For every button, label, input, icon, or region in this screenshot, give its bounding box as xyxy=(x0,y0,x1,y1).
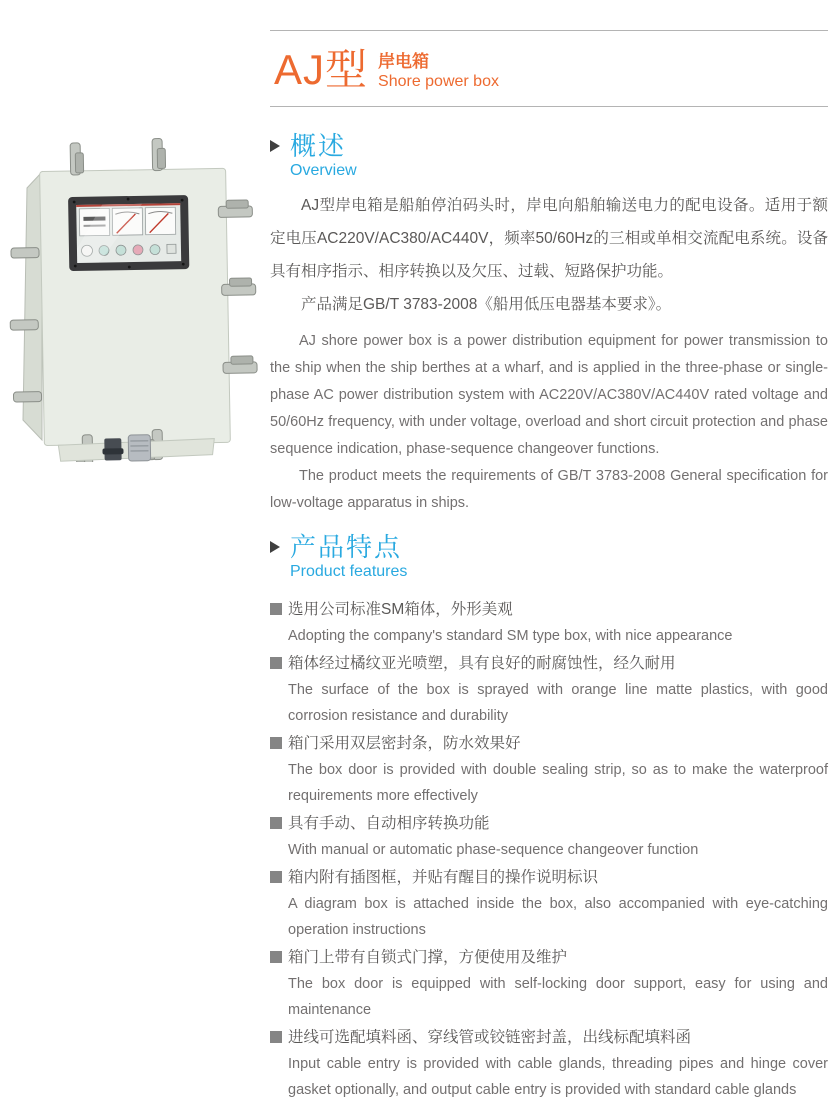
feature-title-zh-text: 选用公司标准SM箱体，外形美观 xyxy=(288,601,513,618)
meter-window xyxy=(68,195,189,271)
overview-paragraph-en: AJ shore power box is a power distribution equipment for power transmission to the ship when the ship berthes at a wharf, and is applied in the three-phase or single-phase AC power distribution system with AC220V/AC380V/AC440V rated voltage and 50/60Hz frequency, with under voltage, overload and short circuit protection and phase sequence indication, phase-sequence changeover functions. xyxy=(270,333,828,457)
features-heading xyxy=(270,532,828,582)
feature-title-zh-text: 具有手动、自动相序转换功能 xyxy=(288,815,490,832)
feature-description-en: The box door is equipped with self-locking door support, easy for using and maintenance xyxy=(288,976,828,1018)
box-front xyxy=(7,138,259,462)
feature-title-zh xyxy=(270,944,828,971)
feature-title-zh-text: 进线可选配填料函、穿线管或铰链密封盖，出线标配填料函 xyxy=(288,1029,692,1046)
section-marker-icon xyxy=(270,140,280,152)
overview-paragraph-zh: AJ型岸电箱是船舶停泊码头时，岸电向船舶输送电力的配电设备。适用于额定电压AC220V/AC380/AC440V，频率50/60Hz的三相或单相交流配电系统。设备具有相序指示、相序转换以及欠压、过载、短路保护功能。 xyxy=(270,197,828,280)
overview-standard-zh: 产品满足GB/T 3783-2008《船用低压电器基本要求》。 xyxy=(301,296,672,313)
product-name xyxy=(378,52,499,94)
product-name-en: Shore power box xyxy=(378,73,499,90)
feature-description-en: Input cable entry is provided with cable glands, threading pipes and hinge cover gasket optionally, and output cable entry is provided with standard cable glands xyxy=(288,1056,828,1098)
feature-title-zh-text: 箱门上带有自锁式门撑，方便使用及维护 xyxy=(288,949,568,966)
page-title xyxy=(274,46,499,94)
feature-list xyxy=(270,596,828,1103)
feature-title-zh xyxy=(270,730,828,757)
feature-bullet-icon xyxy=(270,737,282,749)
feature-bullet-icon xyxy=(270,817,282,829)
overview-heading-zh: 概述 xyxy=(290,131,347,161)
overview-section xyxy=(270,131,828,517)
feature-description-en: The surface of the box is sprayed with orange line matte plastics, with good corrosion resistance and durability xyxy=(288,682,828,724)
feature-description-en: A diagram box is attached inside the box, also accompanied with eye-catching operation instructions xyxy=(288,896,828,938)
feature-item xyxy=(288,810,828,863)
overview-heading xyxy=(270,131,828,181)
feature-item xyxy=(288,730,828,809)
feature-title-zh-text: 箱体经过橘纹亚光喷塑，具有良好的耐腐蚀性，经久耐用 xyxy=(288,655,676,672)
features-section xyxy=(270,532,828,1104)
top-rule xyxy=(270,30,828,31)
feature-title-zh xyxy=(270,810,828,837)
feature-item xyxy=(288,1024,828,1103)
feature-bullet-icon xyxy=(270,871,282,883)
feature-item xyxy=(288,650,828,729)
feature-item xyxy=(288,944,828,1023)
feature-bullet-icon xyxy=(270,657,282,669)
feature-bullet-icon xyxy=(270,951,282,963)
feature-title-zh xyxy=(270,1024,828,1051)
feature-title-zh xyxy=(270,864,828,891)
product-model: AJ型 xyxy=(274,46,369,93)
overview-heading-en: Overview xyxy=(290,162,357,179)
feature-item xyxy=(288,864,828,943)
feature-description-en: With manual or automatic phase-sequence changeover function xyxy=(288,842,699,858)
section-marker-icon xyxy=(270,541,280,553)
header-rule xyxy=(270,106,828,107)
feature-title-zh xyxy=(270,596,828,623)
product-name-zh: 岸电箱 xyxy=(378,52,430,71)
feature-item xyxy=(288,596,828,649)
feature-bullet-icon xyxy=(270,1031,282,1043)
feature-title-zh-text: 箱门采用双层密封条，防水效果好 xyxy=(288,735,521,752)
features-heading-zh: 产品特点 xyxy=(290,532,403,562)
feature-bullet-icon xyxy=(270,603,282,615)
shore-power-box-photo xyxy=(4,138,260,462)
overview-standard-en: The product meets the requirements of GB/T 3783-2008 General specification for low-voltage apparatus in ships. xyxy=(270,468,828,511)
feature-title-zh-text: 箱内附有插图框，并贴有醒目的操作说明标识 xyxy=(288,869,599,886)
feature-description-en: Adopting the company's standard SM type box, with nice appearance xyxy=(288,628,733,644)
feature-title-zh xyxy=(270,650,828,677)
features-heading-en: Product features xyxy=(290,563,408,580)
feature-description-en: The box door is provided with double sealing strip, so as to make the waterproof requirements more effectively xyxy=(288,762,828,804)
